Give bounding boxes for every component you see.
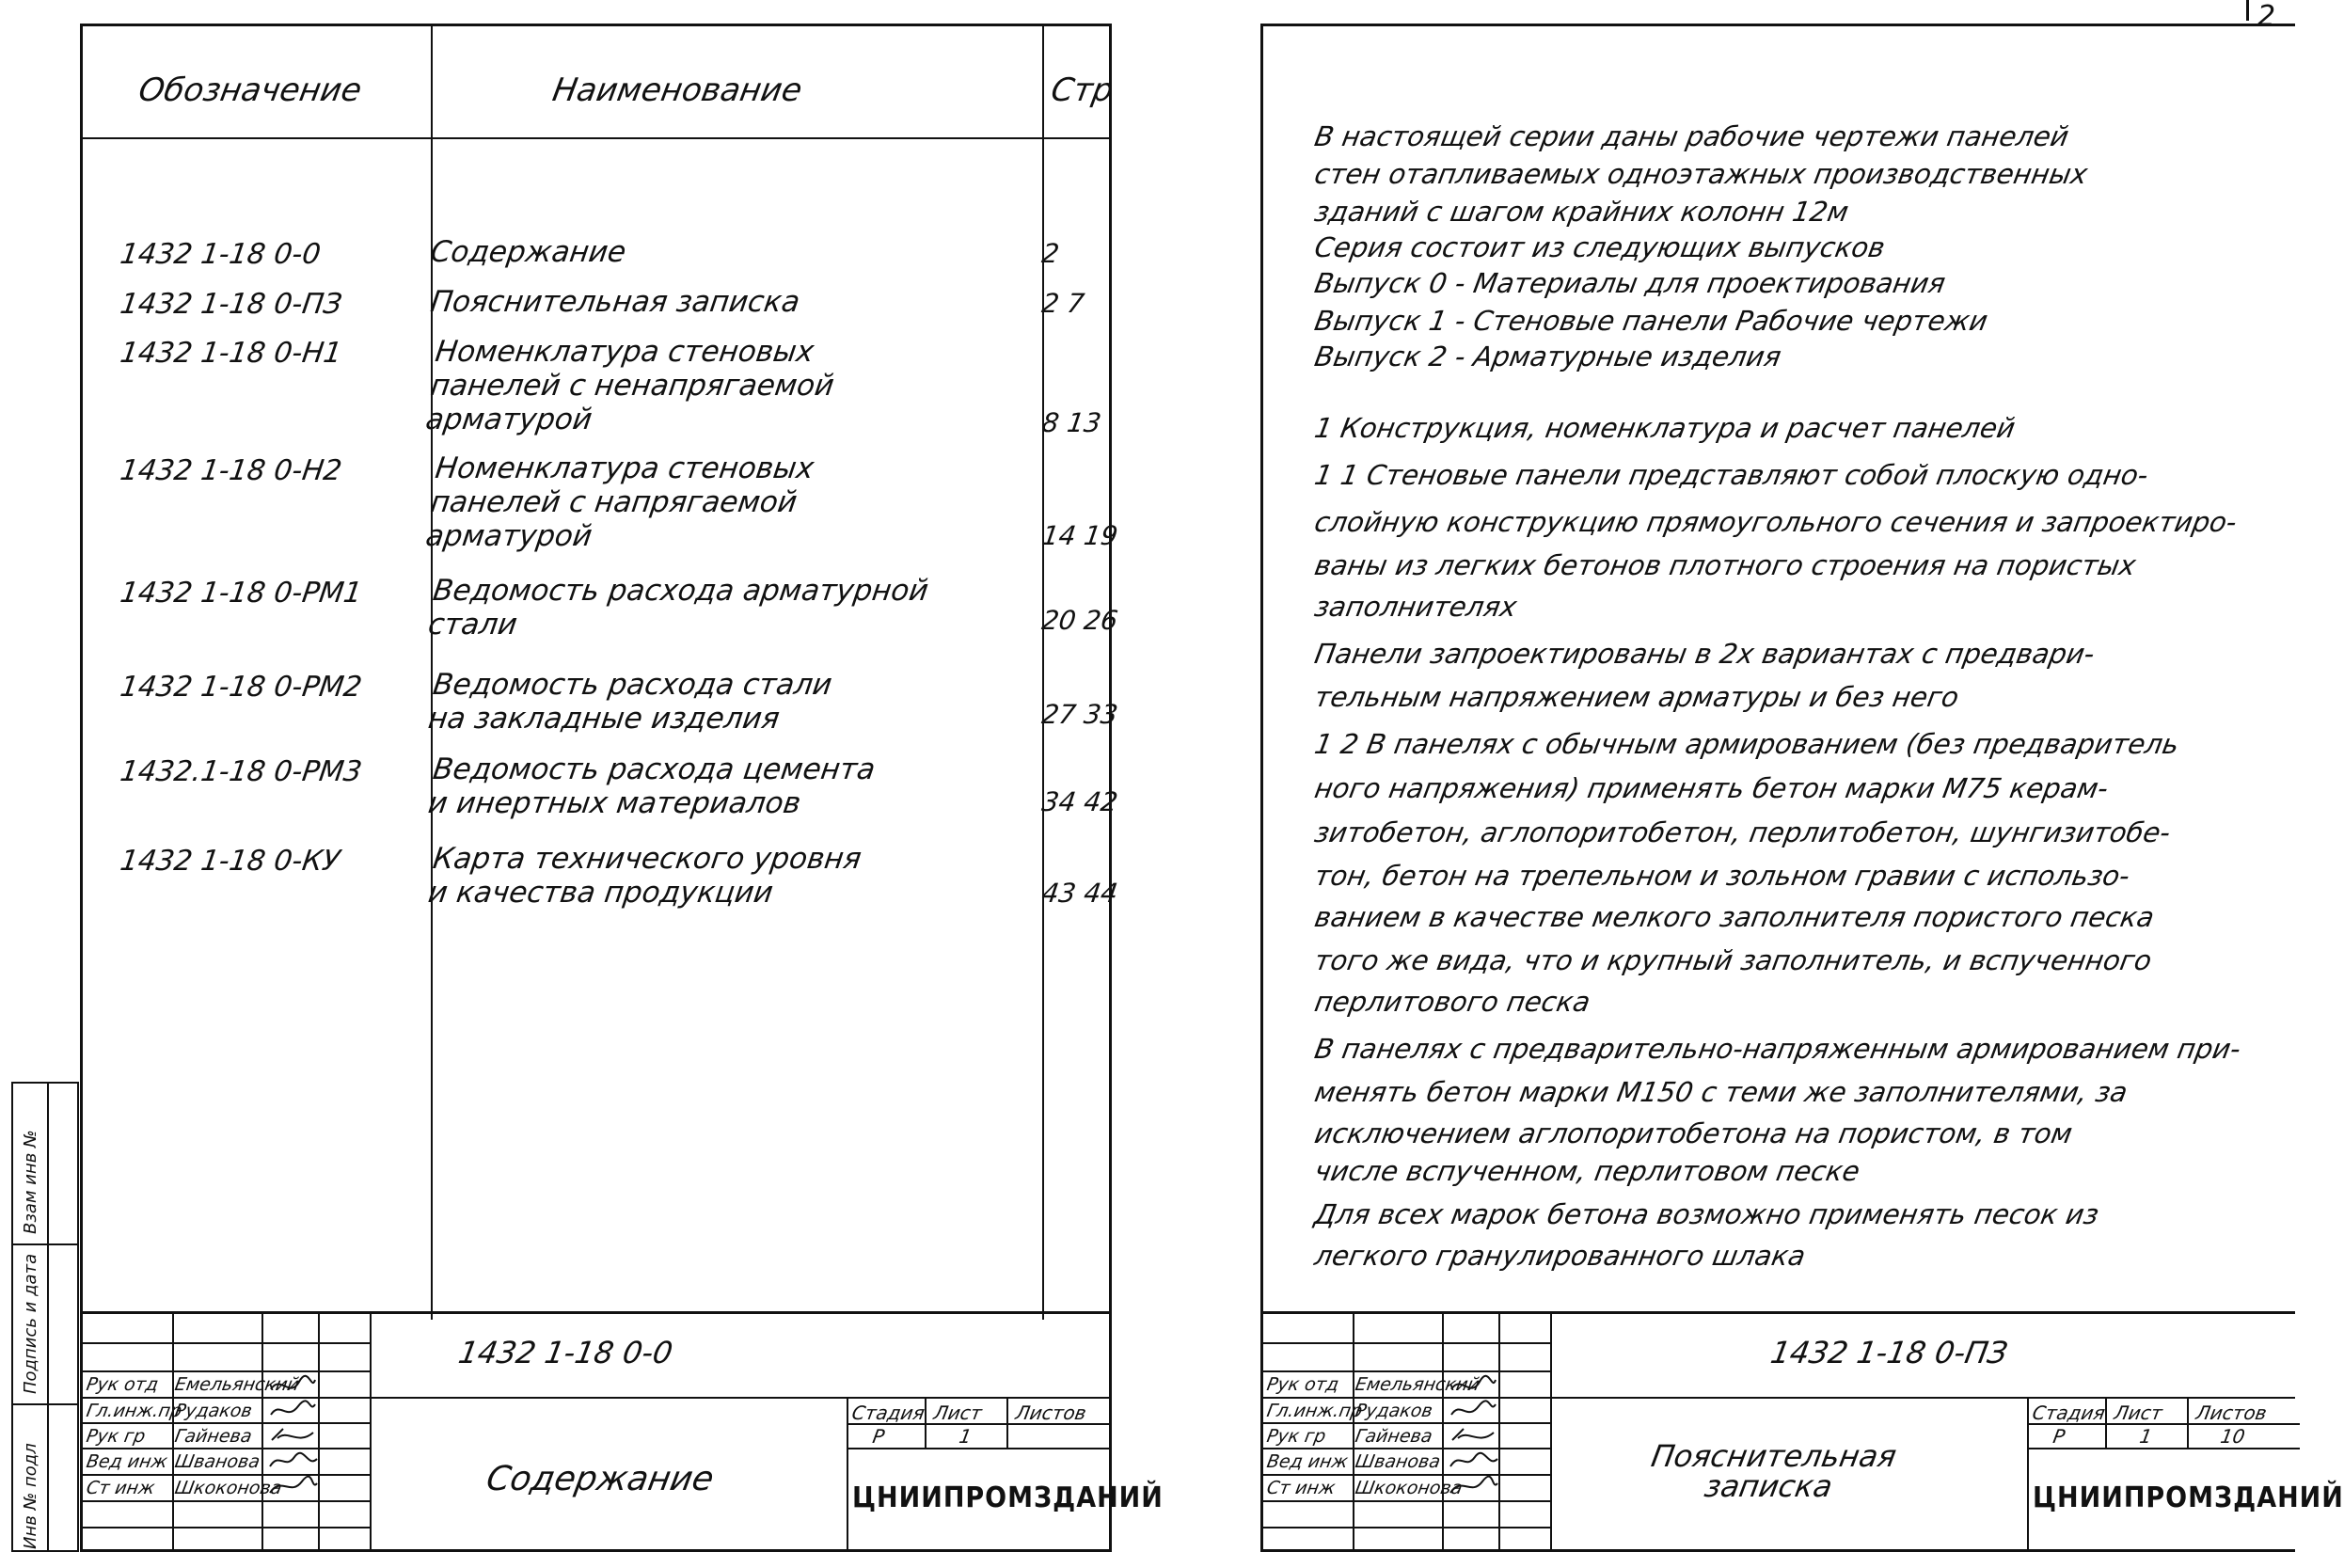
contents-row-code: 1432 1-18 0-0 bbox=[118, 238, 323, 271]
signature-name: Шванова bbox=[1354, 1451, 1442, 1472]
title-block-divider bbox=[83, 1370, 370, 1372]
note-line: Панели запроектированы в 2х вариантах с предвари- bbox=[1312, 638, 2098, 670]
side-stamp-label: Инв № подл bbox=[21, 1443, 40, 1549]
contents-row-code: 1432 1-18 0-РМ2 bbox=[118, 671, 364, 704]
signature-role: Рук отд bbox=[1265, 1374, 1340, 1395]
title-block-divider bbox=[83, 1527, 370, 1528]
contents-row-name: Карта технического уровня и качества продукции bbox=[425, 842, 863, 910]
signature-name: Рудаков bbox=[1354, 1401, 1434, 1421]
title-block-divider bbox=[1263, 1397, 2295, 1399]
side-stamp-label: Взам инв № bbox=[21, 1130, 40, 1234]
title-block-divider bbox=[83, 1422, 370, 1424]
note-line: В настоящей серии даны рабочие чертежи панелей bbox=[1312, 120, 2072, 152]
stage-label: Стадия bbox=[849, 1402, 927, 1424]
page-number: 2 bbox=[2257, 0, 2276, 33]
note-line: Выпуск 0 - Материалы для проектирования bbox=[1312, 267, 1948, 299]
title-block-divider bbox=[1263, 1474, 1550, 1476]
signature-role: Ст инж bbox=[85, 1478, 157, 1498]
note-line: менять бетон марки М150 с теми же заполнителями, за bbox=[1312, 1076, 2130, 1108]
contents-row-name: Ведомость расхода цемента и инертных материалов bbox=[425, 752, 878, 820]
signature-name: Гайнева bbox=[1354, 1426, 1434, 1447]
note-line: легкого гранулированного шлака bbox=[1312, 1240, 1808, 1272]
column-header-page: Стр bbox=[1048, 71, 1117, 109]
contents-row-code: 1432 1-18 0-Н2 bbox=[118, 454, 344, 487]
signature-marks bbox=[266, 1372, 318, 1504]
side-stamp-label: Подпись и дата bbox=[21, 1253, 40, 1394]
signature-role: Гл.инж.пр bbox=[85, 1401, 184, 1421]
note-line: ваны из легких бетонов плотного строения на пористых bbox=[1312, 549, 2139, 581]
contents-row-pages: 14 19 bbox=[1039, 520, 1120, 551]
contents-row-name: Содержание bbox=[428, 235, 628, 269]
title-block-divider bbox=[847, 1448, 1112, 1449]
side-stamp-divider bbox=[13, 1403, 77, 1405]
note-line: 1 Конструкция, номенклатура и расчет панелей bbox=[1312, 412, 2019, 444]
side-stamp-divider bbox=[47, 1084, 49, 1550]
title-block-right bbox=[1263, 1311, 2344, 1549]
signature-name: Шкоконова bbox=[173, 1478, 284, 1498]
contents-row-name: Ведомость расхода стали на закладные изделия bbox=[425, 668, 834, 736]
note-line: заполнителях bbox=[1312, 591, 1520, 623]
signature-name: Рудаков bbox=[173, 1401, 254, 1421]
contents-row-name: Ведомость расхода арматурной стали bbox=[425, 574, 931, 641]
stage-value: Р bbox=[2051, 1425, 2067, 1448]
title-block-divider bbox=[1263, 1527, 1550, 1528]
signature-marks bbox=[1447, 1372, 1498, 1504]
title-block-title: Пояснительная записка bbox=[1648, 1438, 1899, 1504]
title-block-divider bbox=[370, 1314, 372, 1549]
title-block-divider bbox=[1263, 1370, 1550, 1372]
contents-sheet bbox=[80, 24, 1164, 1552]
sheets-label: Листов bbox=[2194, 1402, 2269, 1424]
column-header-code: Обозначение bbox=[135, 71, 365, 109]
title-block-divider bbox=[1263, 1342, 1550, 1344]
contents-row-code: 1432.1-18 0-РМ3 bbox=[118, 755, 364, 788]
title-block-divider bbox=[1498, 1314, 1500, 1549]
contents-row-pages: 43 44 bbox=[1039, 878, 1120, 909]
side-stamp-divider bbox=[13, 1243, 77, 1245]
signature-name: Гайнева bbox=[173, 1426, 254, 1447]
contents-row-pages: 8 13 bbox=[1039, 407, 1103, 438]
sheets-label: Листов bbox=[1013, 1402, 1088, 1424]
contents-row-pages: 27 33 bbox=[1039, 699, 1120, 730]
note-line: Выпуск 2 - Арматурные изделия bbox=[1312, 341, 1784, 372]
title-block-divider bbox=[1353, 1314, 1354, 1549]
organization-name: ЦНИИПРОМЗДАНИЙ bbox=[2033, 1481, 2344, 1514]
note-line: слойную конструкцию прямоугольного сечения и запроектиро- bbox=[1312, 506, 2240, 538]
contents-row-pages: 2 7 bbox=[1039, 288, 1086, 319]
contents-row-name: Номенклатура стеновых панелей с напрягаемой арматурой bbox=[423, 451, 816, 553]
note-line: числе вспученном, перлитовом песке bbox=[1312, 1155, 1862, 1187]
title-block-left bbox=[83, 1311, 1164, 1549]
note-line: зитобетон, аглопоритобетон, перлитобетон, шунгизитобе- bbox=[1312, 816, 2174, 848]
note-line: 1 1 Стеновые панели представляют собой плоскую одно- bbox=[1312, 459, 2151, 491]
note-line: Выпуск 1 - Стеновые панели Рабочие чертежи bbox=[1312, 305, 1990, 337]
title-block-divider bbox=[1550, 1314, 1552, 1549]
contents-row-pages: 34 42 bbox=[1039, 786, 1120, 817]
title-block-divider bbox=[1442, 1314, 1444, 1549]
note-line: исключением аглопоритобетона на пористом, в том bbox=[1312, 1117, 2075, 1149]
header-divider bbox=[83, 137, 1109, 139]
signature-role: Рук гр bbox=[1265, 1426, 1328, 1447]
title-block-divider bbox=[847, 1399, 848, 1549]
title-block-title: Содержание bbox=[483, 1460, 717, 1498]
title-block-divider bbox=[83, 1474, 370, 1476]
note-line: Серия состоит из следующих выпусков bbox=[1312, 231, 1888, 263]
title-block-divider bbox=[1263, 1500, 1550, 1502]
note-line: зданий с шагом крайних колонн 12м bbox=[1312, 196, 1851, 228]
signature-role: Рук отд bbox=[85, 1374, 160, 1395]
side-stamp bbox=[11, 1082, 79, 1552]
contents-row-code: 1432 1-18 0-КУ bbox=[118, 845, 342, 878]
title-block-code: 1432 1-18 0-ПЗ bbox=[1767, 1335, 2011, 1370]
title-block-code: 1432 1-18 0-0 bbox=[455, 1335, 676, 1370]
title-block-divider bbox=[2027, 1399, 2029, 1549]
title-block-divider bbox=[83, 1448, 370, 1449]
signature-name: Шванова bbox=[173, 1451, 261, 1472]
signature-role: Вед инж bbox=[85, 1451, 169, 1472]
title-block-divider bbox=[172, 1314, 174, 1549]
page-number-divider bbox=[2246, 0, 2249, 21]
note-line: Для всех марок бетона возможно применять песок из bbox=[1312, 1198, 2101, 1230]
title-block-divider bbox=[83, 1500, 370, 1502]
contents-row-code: 1432 1-18 0-ПЗ bbox=[118, 288, 344, 321]
sheet-value: 1 bbox=[2137, 1425, 2154, 1448]
signature-role: Гл.инж.пр bbox=[1265, 1401, 1365, 1421]
note-line: ного напряжения) применять бетон марки М75 керам- bbox=[1312, 772, 2111, 804]
title-block-divider bbox=[318, 1314, 320, 1549]
organization-name: ЦНИИПРОМЗДАНИЙ bbox=[852, 1481, 1164, 1514]
contents-row-pages: 20 26 bbox=[1039, 605, 1120, 636]
signature-name: Емельянский bbox=[173, 1374, 301, 1395]
note-line: того же вида, что и крупный заполнитель, и вспученного bbox=[1312, 944, 2155, 976]
explanatory-note-sheet bbox=[1260, 24, 2344, 1552]
contents-row-code: 1432 1-18 0-Н1 bbox=[118, 337, 344, 370]
contents-row-name: Номенклатура стеновых панелей с ненапрягаемой арматурой bbox=[423, 335, 836, 436]
sheet-value: 1 bbox=[957, 1425, 974, 1448]
note-line: перлитового песка bbox=[1312, 986, 1593, 1018]
title-block-divider bbox=[2027, 1448, 2300, 1449]
sheets-value: 10 bbox=[2218, 1425, 2247, 1448]
title-block-divider bbox=[1263, 1422, 1550, 1424]
column-divider bbox=[431, 26, 433, 1320]
signature-role: Вед инж bbox=[1265, 1451, 1350, 1472]
signature-name: Емельянский bbox=[1354, 1374, 1481, 1395]
note-line: ванием в качестве мелкого заполнителя пористого песка bbox=[1312, 901, 2157, 933]
stage-label: Стадия bbox=[2030, 1402, 2107, 1424]
column-divider bbox=[1042, 26, 1044, 1320]
note-line: тон, бетон на трепельном и зольном гравии с использо- bbox=[1312, 860, 2132, 892]
contents-row-pages: 2 bbox=[1039, 238, 1062, 269]
note-line: В панелях с предварительно-напряженным армированием при- bbox=[1312, 1033, 2243, 1065]
note-line: стен отапливаемых одноэтажных производственных bbox=[1312, 158, 2090, 190]
title-block-divider bbox=[261, 1314, 263, 1549]
sheet-label: Лист bbox=[931, 1402, 984, 1424]
signature-name: Шкоконова bbox=[1354, 1478, 1465, 1498]
title-block-divider bbox=[83, 1397, 1109, 1399]
stage-value: Р bbox=[870, 1425, 887, 1448]
title-block-divider bbox=[1263, 1448, 1550, 1449]
sheet-label: Лист bbox=[2112, 1402, 2164, 1424]
column-header-name: Наименование bbox=[549, 71, 805, 109]
title-block-divider bbox=[83, 1342, 370, 1344]
note-line: 1 2 В панелях с обычным армированием (без предваритель bbox=[1312, 728, 2182, 760]
note-line: тельным напряжением арматуры и без него bbox=[1312, 681, 1962, 713]
signature-role: Рук гр bbox=[85, 1426, 148, 1447]
contents-row-name: Пояснительная записка bbox=[428, 285, 802, 319]
signature-role: Ст инж bbox=[1265, 1478, 1338, 1498]
contents-row-code: 1432 1-18 0-РМ1 bbox=[118, 577, 364, 610]
